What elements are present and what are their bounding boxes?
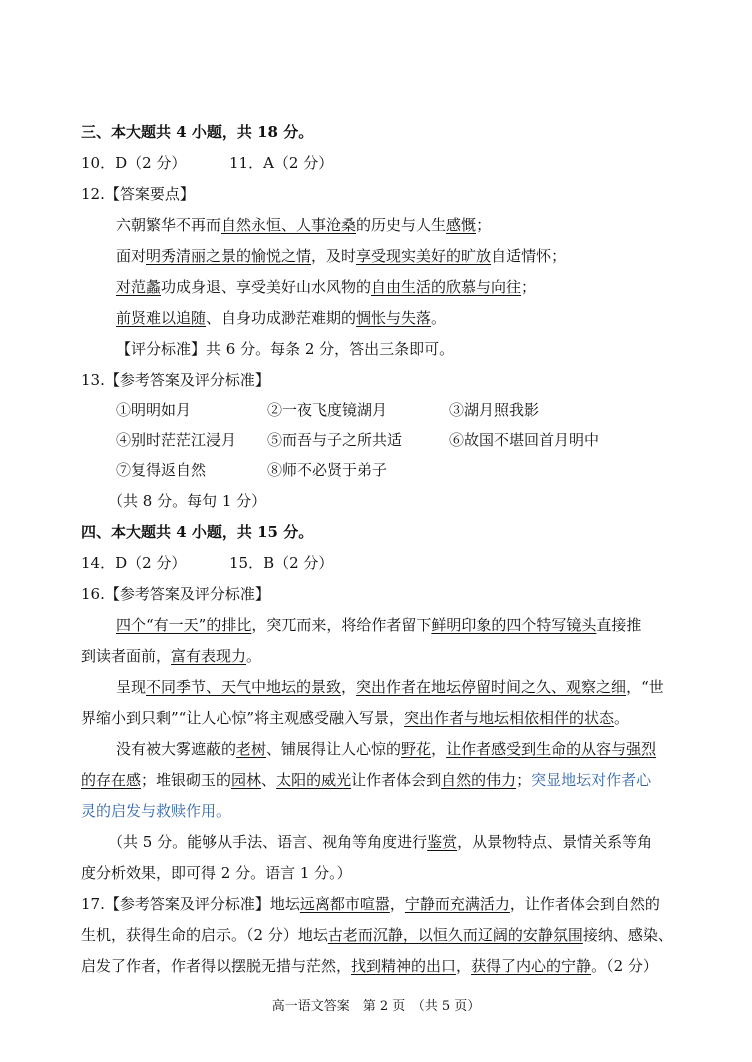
underlined-text: 自然永恒、人事沧桑 [221,216,357,234]
section4-heading: 四、本大题共 4 小题，共 15 分。 [81,523,314,541]
text: ； [521,278,537,296]
underlined-text: 获得了内心的宁静 [471,957,592,975]
text: 。 [246,647,262,665]
q12-scoring: 【评分标准】共 6 分。每条 2 分，答出三条即可。 [116,340,455,358]
text: 。（2 分） [591,957,658,975]
underlined-text: 对范蠡 [116,278,162,296]
underlined-text: 享受现实美好的旷放 [356,247,492,265]
q13-item-7: ⑦复得返自然 [116,461,207,479]
q16-scoring-line2: 度分析效果，即可得 2 分。语言 1 分。） [81,864,352,882]
underlined-text: 自然的伟力 [441,771,517,789]
text: 、铺展得让人心惊的 [266,740,402,758]
text: 界缩小到只剩”“让人心惊”将主观感受融入写景， [81,709,405,727]
text: ， [389,895,405,913]
text: ， [431,740,447,758]
text: 直接推 [596,616,642,634]
text: 六朝繁华不再而 [116,216,222,234]
q13-item-6: ⑥故国不堪回首月明中 [449,431,600,449]
q17-line1 [81,894,660,914]
text: 让作者体会到 [351,771,442,789]
q16-p2-line1 [116,677,664,697]
text: ， [341,678,357,696]
underlined-text: 远离都市喧嚣 [299,895,390,913]
underlined-text: 找到精神的出口 [351,957,457,975]
text: ，突兀而来，将给作者留下 [251,616,432,634]
underlined-text: 前贤难以追随 [116,309,207,327]
text: 生机，获得生命的启示。（2 分）地坛 [81,926,328,944]
underlined-text: 的存在感 [81,771,142,789]
underlined-text: 老树 [236,740,267,758]
q13-scoring: （共 8 分。每句 1 分） [108,492,267,510]
q11-answer: 11．A（2 分） [229,154,334,172]
q16-p1-line1 [116,615,641,635]
underlined-text: 太阳的威光 [276,771,352,789]
underlined-text: 明秀清丽之景的愉悦之情 [146,247,312,265]
text: 到读者面前， [81,647,172,665]
text: 、自身功成渺茫难期的 [206,309,357,327]
q16-p3-line3: 灵的启发与救赎作用。 [81,802,232,820]
underlined-text: 野花 [401,740,432,758]
q16-p1-line2 [81,646,261,666]
section3-heading: 三、本大题共 4 小题，共 18 分。 [81,123,314,141]
q13-item-4: ④别时茫茫江浸月 [116,431,237,449]
underlined-text: 让作者感受到生命的从容与强烈 [446,740,657,758]
q17-line2 [81,925,673,945]
text: 。 [614,709,630,727]
underlined-text: 四个“有一天”的排比 [116,616,252,634]
text: 17.【参考答案及评分标准】地坛 [81,895,300,913]
text: ， [456,957,472,975]
q13-title: 13.【参考答案及评分标准】 [81,371,270,389]
q13-item-3: ③湖月照我影 [449,401,540,419]
underlined-text: 自由生活的欣慕与向往 [371,278,522,296]
underlined-text: 宁静而充满活力 [404,895,510,913]
q12-point-3 [116,277,536,297]
q16-title: 16.【参考答案及评分标准】 [81,585,270,603]
q16-p2-line2 [81,708,629,728]
text: ，“世 [626,678,664,696]
underlined-text: 园林 [231,771,262,789]
q12-point-1 [116,215,491,235]
text: ； [476,216,492,234]
text: ，及时 [311,247,357,265]
q17-line3 [81,956,658,976]
underlined-text: 古老而沉静，以恒久而辽阔的安静氛围 [327,926,583,944]
text: 功成身退、享受美好山水风物的 [161,278,372,296]
text: ，从景物特点、景情关系等角 [457,833,653,851]
q16-scoring-line1 [108,832,652,852]
q16-p3-line2 [81,770,651,790]
q12-point-4 [116,308,446,328]
text: 面对 [116,247,147,265]
text: 自适情怀； [491,247,567,265]
text: 呈现 [116,678,147,696]
underlined-text: 鲜明印象的四个特写镜头 [431,616,597,634]
underlined-text: 富有表现力 [171,647,247,665]
highlighted-text: 突显地坛对作者心 [531,771,652,789]
text: 、 [261,771,277,789]
q15-answer: 15．B（2 分） [229,554,334,572]
underlined-text: 感慨 [446,216,477,234]
underlined-text: 惆怅与失落 [356,309,432,327]
q13-item-1: ①明明如月 [116,401,192,419]
text: 启发了作者，作者得以摆脱无措与茫然， [81,957,352,975]
text: ；堆银砌玉的 [141,771,232,789]
q13-item-8: ⑧师不必贤于弟子 [267,461,388,479]
q16-p3-line1 [116,739,656,759]
text: 。 [431,309,447,327]
q12-title: 12.【答案要点】 [81,185,195,203]
q13-item-2: ②一夜飞度镜湖月 [267,401,388,419]
text: 接纳、感染、 [582,926,673,944]
page-footer: 高一语文答案 第 2 页 （共 5 页） [271,999,481,1014]
text: （共 5 分。能够从手法、语言、视角等角度进行 [108,833,428,851]
q14-answer: 14．D（2 分） [81,554,187,572]
underlined-text: 不同季节、天气中地坛的景致 [146,678,342,696]
underlined-text: 鉴赏 [427,833,458,851]
text: ，让作者体会到自然的 [509,895,660,913]
underlined-text: 突出作者与地坛相依相伴的状态 [404,709,615,727]
underlined-text: 突出作者在地坛停留时间之久、观察之细 [356,678,627,696]
q12-point-2 [116,246,566,266]
q13-item-5: ⑤而吾与子之所共适 [267,431,403,449]
text: 没有被大雾遮蔽的 [116,740,237,758]
text: ； [516,771,532,789]
text: 的历史与人生 [356,216,447,234]
q10-answer: 10．D（2 分） [81,154,187,172]
